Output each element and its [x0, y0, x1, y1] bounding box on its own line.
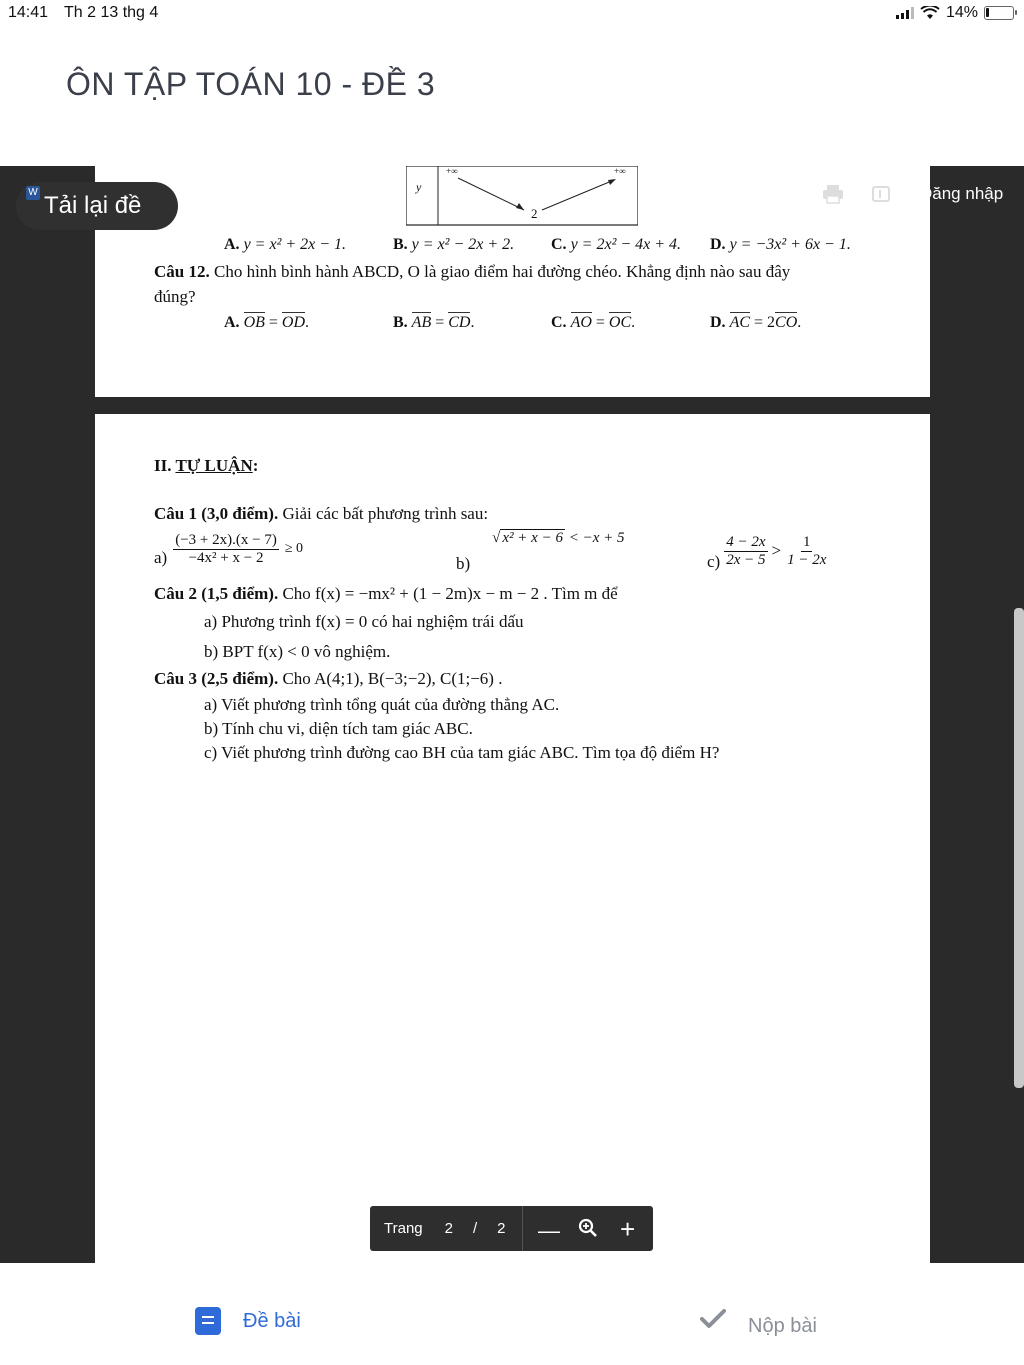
variation-table-graph: [406, 166, 638, 226]
page-navigator: [370, 1206, 653, 1251]
c3-line: Câu 3 (2,5 điểm). Cho A(4;1), B(−3;−2), C(1;−6) .: [154, 669, 503, 688]
q12-option-c: C. AO = OC.: [551, 314, 636, 331]
graph-inf-left: +∞: [446, 166, 458, 176]
q12-line2: đúng?: [154, 287, 196, 306]
zoom-in-button[interactable]: +: [620, 1214, 636, 1244]
current-page[interactable]: 2: [444, 1220, 453, 1237]
word-file-icon: W: [26, 186, 40, 200]
signal-icon: [896, 7, 914, 19]
q12-option-a: A. OB = OD.: [224, 314, 310, 331]
document-icon: [195, 1307, 221, 1335]
tab-exam[interactable]: [195, 1307, 301, 1335]
c1-part-b: b) √ x² + x − 6 < −x + 5: [456, 530, 625, 573]
c2-part-a: a) Phương trình f(x) = 0 có hai nghiệm trái dấu: [204, 612, 524, 631]
q11-option-d: D. y = −3x² + 6x − 1.: [710, 236, 851, 253]
battery-fill: [986, 8, 989, 17]
zoom-icon[interactable]: [578, 1218, 598, 1238]
reload-exam-button[interactable]: Tải lại đề: [16, 182, 178, 230]
status-date: Th 2 13 thg 4: [64, 4, 159, 21]
status-bar: [0, 0, 1024, 28]
bottom-tab-bar: [0, 1263, 1024, 1365]
page-separator: /: [472, 1220, 478, 1237]
wifi-icon: [920, 6, 940, 20]
c3-part-c: c) Viết phương trình đường cao BH của tam giác ABC. Tìm tọa độ điểm H?: [204, 743, 720, 762]
c1-line: Câu 1 (3,0 điểm). Giải các bất phương trình sau:: [154, 504, 489, 523]
tab-submit-label: Nộp bài: [748, 1315, 817, 1337]
tab-submit[interactable]: [700, 1299, 817, 1338]
page-label: Trang: [384, 1220, 423, 1237]
zoom-out-button[interactable]: —: [538, 1218, 560, 1243]
q11-option-a: A. y = x² + 2x − 1.: [224, 236, 347, 253]
q11-option-b: B. y = x² − 2x + 2.: [393, 236, 515, 253]
c2-part-b: b) BPT f(x) < 0 vô nghiệm.: [204, 642, 391, 661]
login-link[interactable]: Đăng nhập: [920, 184, 1004, 203]
page-title: ÔN TẬP TOÁN 10 - ĐỀ 3: [66, 66, 436, 102]
tab-exam-label: Đề bài: [243, 1309, 301, 1332]
q12-option-d: D. AC = 2CO.: [710, 314, 802, 331]
status-right: [896, 4, 1014, 22]
print-icon[interactable]: [822, 184, 844, 204]
section-heading: II. TỰ LUẬN:: [154, 456, 259, 475]
viewer-scrollbar[interactable]: [1014, 608, 1024, 1088]
status-time: 14:41: [8, 4, 49, 21]
q12-line1: Câu 12. Cho hình bình hành ABCD, O là giao điểm hai đường chéo. Khẳng định nào sau đây: [154, 262, 791, 281]
battery-icon: [984, 6, 1014, 20]
c1-part-c: c) $\frac{4 - 2x}{2x - 5}$ > $\frac{1}{1 - 2x}$: [707, 533, 827, 571]
q12-option-b: B. AB = CD.: [393, 314, 475, 331]
document-viewer[interactable]: [0, 166, 1024, 1263]
q11-option-c: C. y = 2x² − 4x + 4.: [551, 236, 682, 253]
checkmark-icon: [700, 1308, 726, 1330]
share-icon[interactable]: [872, 186, 890, 202]
graph-y-label: y: [416, 180, 422, 194]
page-2: [95, 414, 930, 1263]
total-pages: 2: [497, 1220, 506, 1237]
c1a-fraction: $\frac{(-3 + 2x).(x - 7)}{\text{−4x² + x − 2}}$: [175, 531, 277, 566]
c3-part-a: a) Viết phương trình tổng quát của đường thẳng AC.: [204, 695, 560, 714]
graph-inf-right: +∞: [614, 166, 626, 176]
c1-part-a: a) $\frac{(-3 + 2x).(x - 7)}{\text{−4x² + x − 2}}$ ≥ 0: [154, 531, 304, 567]
graph-min-label: 2: [531, 206, 538, 221]
pager-divider: [522, 1206, 523, 1251]
battery-percent: 14%: [945, 4, 978, 21]
page-1-fragment: [95, 166, 930, 397]
c2-line: Câu 2 (1,5 điểm). Cho f(x) = −mx² + (1 − 2m)x − m − 2 . Tìm m để: [154, 584, 618, 603]
c3-part-b: b) Tính chu vi, diện tích tam giác ABC.: [204, 719, 473, 738]
